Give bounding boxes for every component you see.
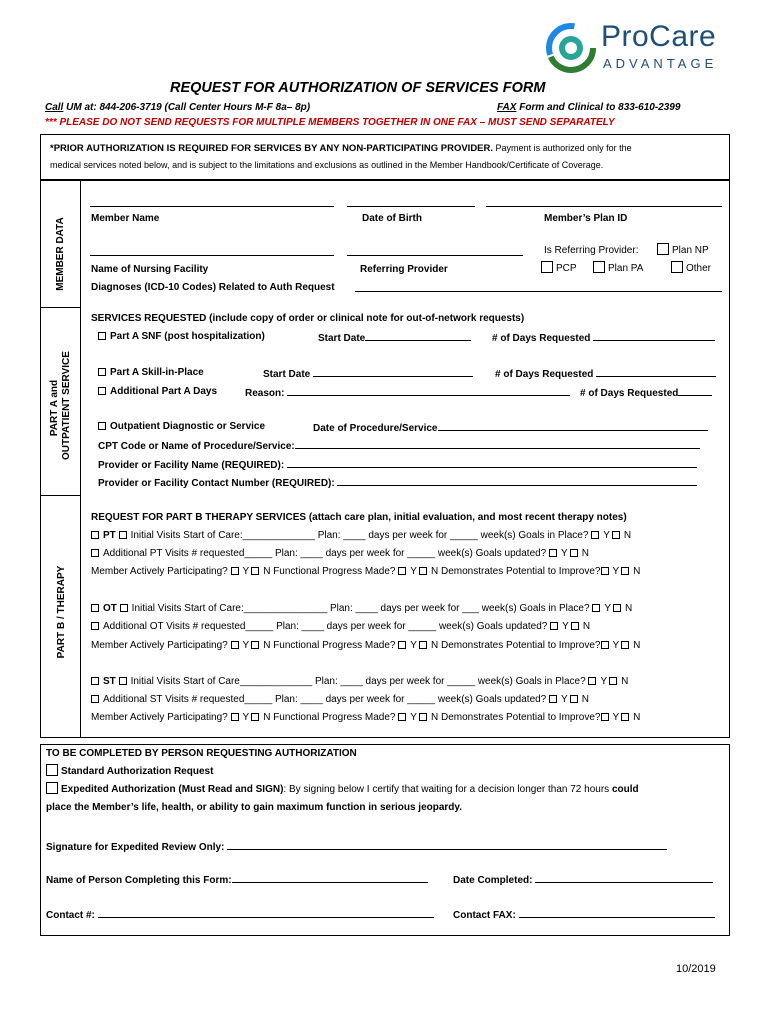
st-functional-n-checkbox[interactable]: [419, 713, 427, 721]
completion-header: TO BE COMPLETED BY PERSON REQUESTING AUTHORIZATION: [46, 748, 357, 759]
diagnoses-line[interactable]: [355, 291, 722, 292]
member-name-label: Member Name: [91, 213, 160, 224]
st-goals-n-checkbox[interactable]: [609, 677, 617, 685]
standard-auth-option[interactable]: Standard Authorization Request: [46, 764, 213, 777]
st-goals-y-checkbox[interactable]: [588, 677, 596, 685]
additional-days-requested[interactable]: # of Days Requested: [580, 386, 712, 399]
plan-np-option[interactable]: Plan NP: [657, 243, 709, 256]
form-revision-date: 10/2019: [676, 963, 716, 975]
pt-checkbox[interactable]: [91, 531, 99, 539]
pt-updated-y-checkbox[interactable]: [549, 549, 557, 557]
outpatient-checkbox[interactable]: [98, 422, 106, 430]
snf-checkbox[interactable]: [98, 332, 106, 340]
other-checkbox[interactable]: [671, 261, 683, 273]
snf-start-date[interactable]: Start Date: [318, 331, 471, 344]
pcp-checkbox[interactable]: [541, 261, 553, 273]
ot-updated-y-checkbox[interactable]: [550, 622, 558, 630]
pt-participation-row[interactable]: Member Actively Participating? Y N Functional Progress Made? Y N Demonstrates Potential to Improve? Y N: [91, 566, 641, 577]
cpt-code-field[interactable]: CPT Code or Name of Procedure/Service:: [98, 439, 700, 452]
plan-np-checkbox[interactable]: [657, 243, 669, 255]
form-title: REQUEST FOR AUTHORIZATION OF SERVICES FORM: [170, 80, 546, 96]
part-a-snf-option[interactable]: Part A SNF (post hospitalization): [98, 331, 265, 342]
member-name-line[interactable]: [90, 206, 334, 207]
name-person-field[interactable]: Name of Person Completing this Form:: [46, 873, 428, 886]
diagnoses-label: Diagnoses (ICD-10 Codes) Related to Auth Request: [91, 282, 335, 293]
st-demonstrates-n-checkbox[interactable]: [621, 713, 629, 721]
date-completed-field[interactable]: Date Completed:: [453, 873, 713, 886]
procare-logo: [543, 18, 733, 78]
additional-days-checkbox[interactable]: [98, 387, 106, 395]
ot-goals-y-checkbox[interactable]: [592, 604, 600, 612]
section-divider-2: [40, 495, 80, 496]
plan-id-label: Member’s Plan ID: [544, 213, 628, 224]
plan-pa-option[interactable]: Plan PA: [593, 261, 643, 274]
part-b-section-label: PART B / THERAPY: [56, 565, 67, 659]
referring-provider-label: Referring Provider: [360, 264, 448, 275]
nursing-facility-line[interactable]: [90, 255, 334, 256]
other-option[interactable]: Other: [671, 261, 711, 274]
call-um-line: Call UM at: 844-206-3719 (Call Center Hours M-F 8a– 8p): [45, 102, 311, 113]
additional-part-a-option[interactable]: Additional Part A Days: [98, 386, 217, 397]
ot-functional-y-checkbox[interactable]: [398, 641, 406, 649]
pt-initial-checkbox[interactable]: [119, 531, 127, 539]
ot-participation-row[interactable]: Member Actively Participating? Y N Functional Progress Made? Y N Demonstrates Potential to Improve? Y N: [91, 640, 641, 651]
st-participating-n-checkbox[interactable]: [251, 713, 259, 721]
pt-functional-y-checkbox[interactable]: [398, 567, 406, 575]
ot-functional-n-checkbox[interactable]: [419, 641, 427, 649]
st-initial-checkbox[interactable]: [119, 677, 127, 685]
st-updated-y-checkbox[interactable]: [549, 695, 557, 703]
skill-start-date[interactable]: Start Date: [263, 367, 473, 380]
reason-field[interactable]: Reason:: [245, 386, 570, 399]
dob-line[interactable]: [347, 206, 475, 207]
st-participating-y-checkbox[interactable]: [231, 713, 239, 721]
section-divider-1: [40, 307, 80, 308]
ot-additional-checkbox[interactable]: [91, 622, 99, 630]
ot-participating-n-checkbox[interactable]: [251, 641, 259, 649]
dob-label: Date of Birth: [362, 213, 422, 224]
referring-provider-question: Is Referring Provider:: [544, 245, 639, 256]
ot-initial-checkbox[interactable]: [120, 604, 128, 612]
prior-auth-box: [40, 134, 730, 180]
pt-demonstrates-y-checkbox[interactable]: [601, 567, 609, 575]
pt-initial-row[interactable]: PT Initial Visits Start of Care:_____________ Plan: ____ days per week for _____ week(s) Goals in Place? Y N: [91, 530, 631, 541]
expedited-auth-checkbox[interactable]: [46, 782, 58, 794]
skill-days-requested[interactable]: # of Days Requested: [495, 367, 716, 380]
outpatient-option[interactable]: Outpatient Diagnostic or Service: [98, 421, 265, 432]
pcp-option[interactable]: PCP: [541, 261, 577, 274]
snf-days-requested[interactable]: # of Days Requested: [492, 331, 715, 344]
st-additional-checkbox[interactable]: [91, 695, 99, 703]
member-data-section-label: MEMBER DATA: [55, 217, 66, 291]
signature-field[interactable]: Signature for Expedited Review Only:: [46, 840, 667, 853]
services-requested-header: SERVICES REQUESTED (include copy of order or clinical note for out-of-network requests): [91, 313, 525, 324]
pt-participating-y-checkbox[interactable]: [231, 567, 239, 575]
fax-line: FAX Form and Clinical to 833-610-2399: [497, 102, 681, 113]
provider-name-field[interactable]: Provider or Facility Name (REQUIRED):: [98, 458, 697, 471]
ot-demonstrates-n-checkbox[interactable]: [621, 641, 629, 649]
pt-updated-n-checkbox[interactable]: [570, 549, 578, 557]
logo-name: ProCare: [601, 20, 717, 53]
pt-demonstrates-n-checkbox[interactable]: [621, 567, 629, 575]
referring-provider-line[interactable]: [347, 255, 523, 256]
ot-checkbox[interactable]: [91, 604, 99, 612]
part-a-skill-option[interactable]: Part A Skill-in-Place: [98, 367, 204, 378]
ot-participating-y-checkbox[interactable]: [231, 641, 239, 649]
skill-checkbox[interactable]: [98, 368, 106, 376]
pt-additional-row[interactable]: Additional PT Visits # requested_____ Plan: ____ days per week for _____ week(s) Goals updated? Y N: [91, 548, 589, 559]
pt-goals-y-checkbox[interactable]: [591, 531, 599, 539]
st-functional-y-checkbox[interactable]: [398, 713, 406, 721]
ot-updated-n-checkbox[interactable]: [571, 622, 579, 630]
st-additional-row[interactable]: Additional ST Visits # requested_____ Plan: ____ days per week for _____ week(s) Goals updated? Y N: [91, 694, 589, 705]
prior-auth-notice: *PRIOR AUTHORIZATION IS REQUIRED FOR SERVICES BY ANY NON-PARTICIPATING PROVIDER. Payment is authorized only for the: [50, 143, 632, 154]
pt-goals-n-checkbox[interactable]: [612, 531, 620, 539]
expedited-statement-line2: place the Member’s life, health, or ability to gain maximum function in serious jeopardy.: [46, 802, 463, 813]
pt-functional-n-checkbox[interactable]: [419, 567, 427, 575]
part-b-header: REQUEST FOR PART B THERAPY SERVICES (attach care plan, initial evaluation, and most recent therapy notes): [91, 512, 627, 523]
pt-additional-checkbox[interactable]: [91, 549, 99, 557]
st-participation-row[interactable]: Member Actively Participating? Y N Functional Progress Made? Y N Demonstrates Potential to Improve? Y N: [91, 712, 641, 723]
logo-mark-icon: [543, 20, 599, 76]
section-label-column-divider: [80, 180, 81, 738]
pt-participating-n-checkbox[interactable]: [251, 567, 259, 575]
provider-contact-field[interactable]: Provider or Facility Contact Number (REQUIRED):: [98, 476, 697, 489]
ot-goals-n-checkbox[interactable]: [613, 604, 621, 612]
st-demonstrates-y-checkbox[interactable]: [601, 713, 609, 721]
plan-id-line[interactable]: [486, 206, 722, 207]
part-a-section-label: PART A and OUTPATIENT SERVICE: [49, 351, 72, 460]
prior-auth-notice-line2: medical services noted below, and is subject to the limitations and exclusions as outlined in the Member Handbook/Certificate of Coverage.: [50, 160, 604, 170]
st-updated-n-checkbox[interactable]: [570, 695, 578, 703]
ot-additional-row[interactable]: Additional OT Visits # requested_____ Plan: ____ days per week for _____ week(s) Goals updated? Y N: [91, 621, 590, 632]
ot-initial-row[interactable]: OT Initial Visits Start of Care:_______________ Plan: ____ days per week for ___ week(s) Goals in Place? Y N: [91, 603, 632, 614]
plan-pa-checkbox[interactable]: [593, 261, 605, 273]
st-initial-row[interactable]: ST Initial Visits Start of Care_____________ Plan: ____ days per week for _____ week(s) Goals in Place? Y N: [91, 676, 628, 687]
ot-demonstrates-y-checkbox[interactable]: [601, 641, 609, 649]
contact-number-field[interactable]: Contact #:: [46, 908, 434, 921]
nursing-facility-label: Name of Nursing Facility: [91, 264, 209, 275]
standard-auth-checkbox[interactable]: [46, 764, 58, 776]
logo-subtitle: ADVANTAGE: [603, 56, 718, 71]
st-checkbox[interactable]: [91, 677, 99, 685]
date-procedure-field[interactable]: Date of Procedure/Service: [313, 421, 708, 434]
contact-fax-field[interactable]: Contact FAX:: [453, 908, 715, 921]
expedited-auth-option[interactable]: Expedited Authorization (Must Read and SIGN): By signing below I certify that waiting for a decision longer than 72 hours could: [46, 782, 639, 795]
warning-banner: *** PLEASE DO NOT SEND REQUESTS FOR MULTIPLE MEMBERS TOGETHER IN ONE FAX – MUST SEND SEPARATELY: [45, 117, 615, 128]
